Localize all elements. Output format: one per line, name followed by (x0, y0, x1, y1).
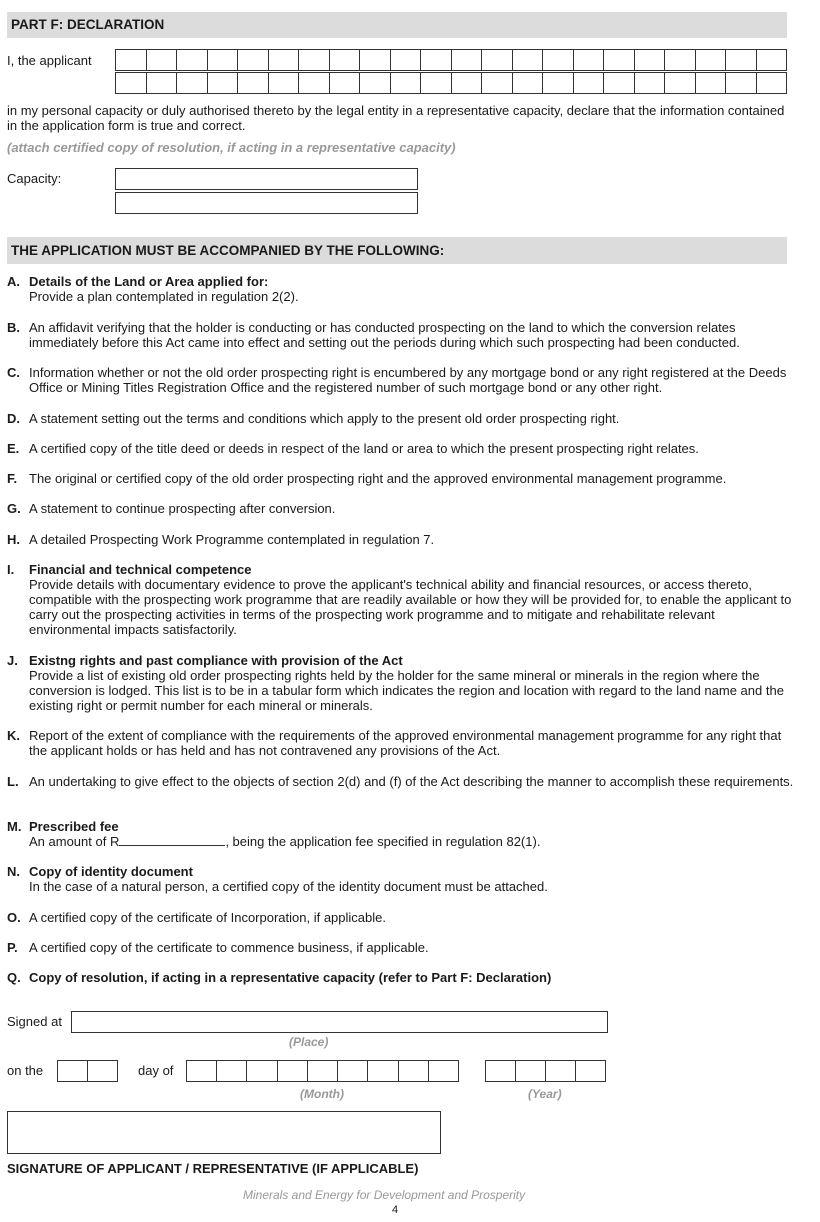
item-letter: J. (7, 653, 18, 668)
character-cell[interactable] (429, 1061, 458, 1081)
item-letter: P. (7, 940, 18, 955)
character-cell[interactable] (116, 73, 147, 93)
item-title: Details of the Land or Area applied for: (29, 274, 269, 289)
character-cell[interactable] (238, 50, 269, 70)
character-cell[interactable] (452, 50, 483, 70)
character-cell[interactable] (452, 73, 483, 93)
requirement-item-e (7, 441, 797, 456)
character-cell[interactable] (635, 50, 666, 70)
item-title: Copy of resolution, if acting in a representative capacity (refer to Part F: Declaration) (29, 970, 552, 985)
requirement-item-i (7, 562, 797, 637)
item-text: A certified copy of the certificate to commence business, if applicable. (29, 940, 429, 955)
character-cell[interactable] (399, 1061, 429, 1081)
character-cell[interactable] (482, 73, 513, 93)
requirement-item-c (7, 365, 797, 395)
character-cell[interactable] (116, 50, 147, 70)
item-text: In the case of a natural person, a certified copy of the identity document must be attached. (29, 879, 548, 894)
item-letter: E. (7, 441, 20, 456)
item-text: The original or certified copy of the old order prospecting right and the approved environmental management programme. (29, 471, 727, 486)
day-of-label: day of (138, 1063, 174, 1078)
requirement-item-l (7, 774, 797, 789)
character-cell[interactable] (482, 50, 513, 70)
character-cell[interactable] (576, 1061, 605, 1081)
item-letter: A. (7, 274, 20, 289)
character-cell[interactable] (217, 1061, 247, 1081)
item-title: Copy of identity document (29, 864, 193, 879)
character-cell[interactable] (665, 50, 696, 70)
character-cell[interactable] (177, 50, 208, 70)
capacity-field-1[interactable] (115, 168, 418, 190)
character-cell[interactable] (208, 73, 239, 93)
requirement-item-q (7, 970, 797, 985)
character-cell[interactable] (574, 73, 605, 93)
character-cell[interactable] (574, 50, 605, 70)
item-letter: K. (7, 728, 20, 743)
character-cell[interactable] (299, 50, 330, 70)
requirement-item-j (7, 653, 797, 713)
requirement-item-f (7, 471, 797, 486)
fee-text-after: , being the application fee specified in regulation 82(1). (225, 834, 541, 849)
character-cell[interactable] (726, 73, 757, 93)
character-cell[interactable] (757, 50, 787, 70)
character-cell[interactable] (208, 50, 239, 70)
applicant-name-grid-row-2[interactable] (115, 72, 787, 94)
item-letter: D. (7, 411, 20, 426)
on-the-label: on the (7, 1063, 44, 1078)
item-text: An affidavit verifying that the holder is conducting or has conducted prospecting on the land to which the conversion relates immediately before this Act came into effect and setting out the periods during which such prospecting had been conducted. (29, 320, 740, 350)
requirement-item-a (7, 274, 797, 304)
character-cell[interactable] (543, 50, 574, 70)
place-caption: (Place) (289, 1035, 329, 1049)
capacity-label: Capacity: (7, 171, 62, 186)
item-text: An undertaking to give effect to the objects of section 2(d) and (f) of the Act describing the manner to accomplish these requirements. (29, 774, 794, 789)
character-cell[interactable] (338, 1061, 368, 1081)
item-letter: B. (7, 320, 20, 335)
requirement-item-h (7, 532, 797, 547)
capacity-field-2[interactable] (115, 192, 418, 214)
character-cell[interactable] (360, 73, 391, 93)
item-letter: F. (7, 471, 18, 486)
item-letter: Q. (7, 970, 21, 985)
character-cell[interactable] (696, 73, 727, 93)
item-text: Report of the extent of compliance with the requirements of the approved environmental management programme for any right that the applicant holds or has held and has not contravened any provisions of the Act. (29, 728, 782, 758)
item-letter: H. (7, 532, 20, 547)
item-text: Provide a plan contemplated in regulation 2(2). (29, 289, 299, 304)
item-letter: G. (7, 501, 21, 516)
requirement-item-b (7, 320, 797, 350)
character-cell[interactable] (543, 73, 574, 93)
item-letter: L. (7, 774, 19, 789)
character-cell[interactable] (88, 1061, 117, 1081)
character-cell[interactable] (391, 50, 422, 70)
character-cell[interactable] (391, 73, 422, 93)
item-letter: M. (7, 819, 22, 834)
requirements-heading: THE APPLICATION MUST BE ACCOMPANIED BY THE FOLLOWING: (7, 237, 787, 264)
character-cell[interactable] (696, 50, 727, 70)
signature-label: SIGNATURE OF APPLICANT / REPRESENTATIVE (IF APPLICABLE) (7, 1161, 419, 1176)
footer-tagline: Minerals and Energy for Development and Prosperity (243, 1188, 526, 1202)
requirement-item-d (7, 411, 797, 426)
character-cell[interactable] (58, 1061, 88, 1081)
character-cell[interactable] (368, 1061, 398, 1081)
character-cell[interactable] (187, 1061, 217, 1081)
requirement-item-p (7, 940, 797, 955)
character-cell[interactable] (421, 50, 452, 70)
character-cell[interactable] (269, 50, 300, 70)
applicant-label: I, the applicant (7, 53, 92, 68)
character-cell[interactable] (177, 73, 208, 93)
character-cell[interactable] (278, 1061, 308, 1081)
declaration-text: in my personal capacity or duly authorised thereto by the legal entity in a representative capacity, declare that the information contained in the application form is true and correct. (7, 103, 785, 133)
character-cell[interactable] (516, 1061, 546, 1081)
character-cell[interactable] (546, 1061, 576, 1081)
applicant-name-grid-row-1[interactable] (115, 49, 787, 71)
year-grid[interactable] (485, 1060, 606, 1082)
requirement-item-o (7, 910, 797, 925)
item-title: Financial and technical competence (29, 562, 252, 577)
item-letter: I. (7, 562, 15, 577)
character-cell[interactable] (238, 73, 269, 93)
character-cell[interactable] (147, 50, 178, 70)
signature-box[interactable] (7, 1111, 441, 1154)
fee-text-before: An amount of R (29, 834, 120, 849)
character-cell[interactable] (299, 73, 330, 93)
year-caption: (Year) (528, 1087, 562, 1101)
signed-at-label: Signed at (7, 1014, 62, 1029)
item-text: Provide details with documentary evidence to prove the applicant's technical ability and financial resources, or access thereto, compatible with the prospecting work programme that are readily available or how they will be provided for, to enable the applicant to carry out the prospecting activities in terms of the prospecting work programme and to mitigate and rehabilitate relevant environmental impacts satisfactorily. (29, 577, 792, 637)
character-cell[interactable] (486, 1061, 516, 1081)
month-caption: (Month) (300, 1087, 344, 1101)
character-cell[interactable] (513, 50, 544, 70)
requirement-item-m (7, 819, 797, 849)
character-cell[interactable] (269, 73, 300, 93)
character-cell[interactable] (757, 73, 787, 93)
item-letter: N. (7, 864, 20, 879)
character-cell[interactable] (604, 50, 635, 70)
place-field[interactable] (71, 1011, 608, 1033)
character-cell[interactable] (604, 73, 635, 93)
item-letter: C. (7, 365, 20, 380)
requirement-item-k (7, 728, 797, 758)
day-grid[interactable] (57, 1060, 118, 1082)
part-f-heading: PART F: DECLARATION (7, 12, 787, 38)
item-text: A statement to continue prospecting after conversion. (29, 501, 336, 516)
item-text: A certified copy of the certificate of Incorporation, if applicable. (29, 910, 386, 925)
character-cell[interactable] (330, 50, 361, 70)
character-cell[interactable] (147, 73, 178, 93)
character-cell[interactable] (247, 1061, 277, 1081)
resolution-note: (attach certified copy of resolution, if acting in a representative capacity) (7, 140, 456, 155)
character-cell[interactable] (330, 73, 361, 93)
fee-amount-blank[interactable] (119, 834, 225, 846)
character-cell[interactable] (513, 73, 544, 93)
character-cell[interactable] (665, 73, 696, 93)
character-cell[interactable] (635, 73, 666, 93)
item-text: Provide a list of existing old order prospecting rights held by the holder for the same mineral or minerals in the region where the conversion is lodged. This list is to be in a tabular form which indicates the region and location with regard to the land name and the existing right or permit number for each mineral or minerals. (29, 668, 784, 713)
item-text: A statement setting out the terms and conditions which apply to the present old order prospecting right. (29, 411, 620, 426)
item-text: Information whether or not the old order prospecting right is encumbered by any mortgage bond or any right registered at the Deeds Office or Mining Titles Registration Office and the registered number of such mortgage bond or any other right. (29, 365, 787, 395)
item-text: A certified copy of the title deed or deeds in respect of the land or area to which the present prospecting right relates. (29, 441, 699, 456)
item-title: Prescribed fee (29, 819, 119, 834)
character-cell[interactable] (421, 73, 452, 93)
character-cell[interactable] (360, 50, 391, 70)
item-letter: O. (7, 910, 21, 925)
character-cell[interactable] (308, 1061, 338, 1081)
item-title: Existng rights and past compliance with provision of the Act (29, 653, 403, 668)
character-cell[interactable] (726, 50, 757, 70)
requirement-item-n (7, 864, 797, 894)
page-number: 4 (392, 1204, 399, 1216)
requirement-item-g (7, 501, 797, 516)
item-text: A detailed Prospecting Work Programme contemplated in regulation 7. (29, 532, 435, 547)
month-grid[interactable] (186, 1060, 459, 1082)
